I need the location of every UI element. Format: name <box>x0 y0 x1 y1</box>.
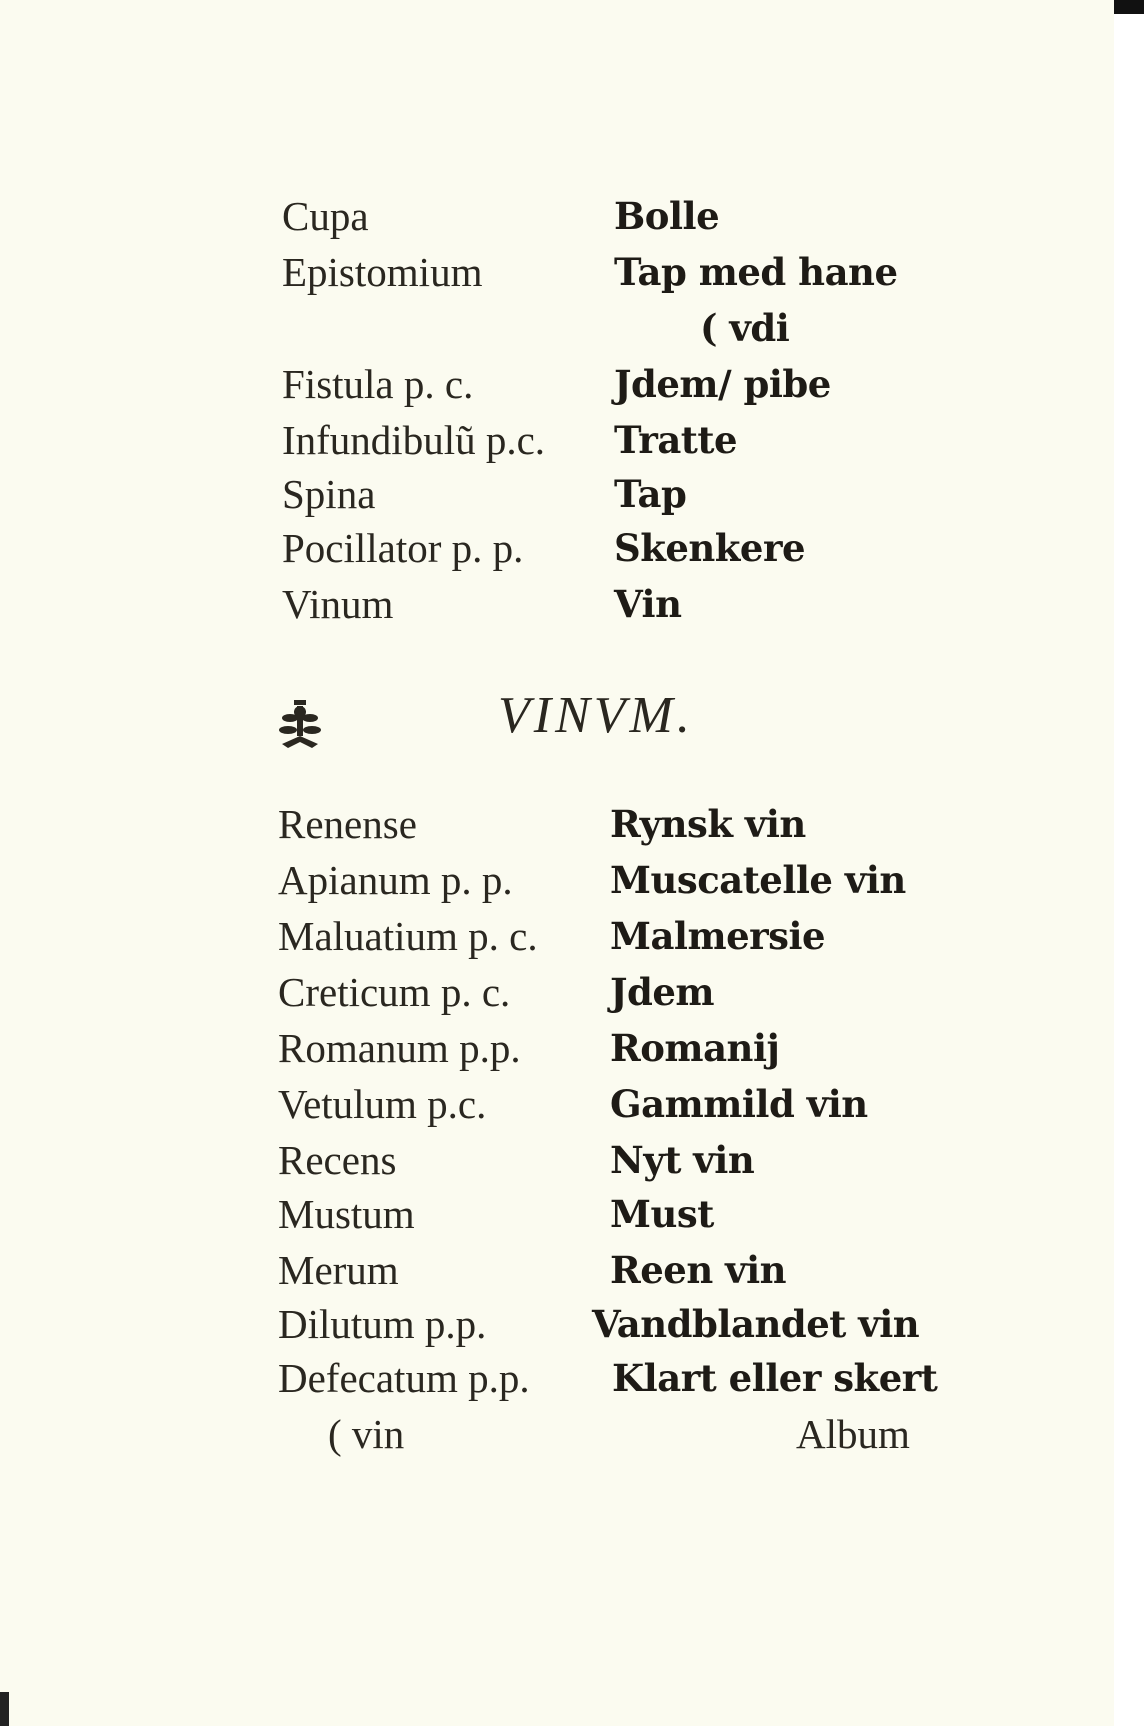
latin-term: Maluatium p. c. <box>278 913 538 959</box>
danish-term: Nyt vin <box>610 1138 755 1182</box>
danish-term: Tap <box>614 472 687 516</box>
latin-term: Mustum <box>278 1191 415 1237</box>
latin-term: Cupa <box>282 193 369 239</box>
danish-term: Vin <box>614 582 682 626</box>
latin-term: Vinum <box>282 581 394 627</box>
latin-term: Epistomium <box>282 249 483 295</box>
flower-ornament-icon <box>276 698 324 750</box>
catchword: Album <box>796 1411 910 1457</box>
danish-term: Gammild vin <box>610 1082 868 1126</box>
latin-term: Fistula p. c. <box>282 361 474 407</box>
danish-term: Reen vin <box>610 1248 787 1292</box>
danish-term: Tratte <box>614 418 738 462</box>
latin-term: Spina <box>282 471 376 517</box>
latin-term: Infundibulũ p.c. <box>282 417 546 463</box>
danish-term: Klart eller skert <box>612 1356 938 1400</box>
danish-term: Bolle <box>614 194 720 238</box>
danish-term: Jdem <box>610 970 715 1014</box>
latin-term: Defecatum p.p. <box>278 1355 530 1401</box>
danish-term: ( vdi <box>700 306 790 350</box>
danish-term: Vandblandet vin <box>592 1302 920 1346</box>
latin-term: Apianum p. p. <box>278 857 513 903</box>
latin-term: Romanum p.p. <box>278 1025 521 1071</box>
danish-term: Tap med hane <box>614 250 898 294</box>
danish-term: Rynsk vin <box>610 802 806 846</box>
latin-term: Dilutum p.p. <box>278 1301 487 1347</box>
latin-term: Merum <box>278 1247 399 1293</box>
latin-term: ( vin <box>328 1411 405 1457</box>
latin-term: Pocillator p. p. <box>282 525 524 571</box>
danish-term: Malmersie <box>610 914 826 958</box>
danish-term: Muscatelle vin <box>610 858 906 902</box>
latin-term: Recens <box>278 1137 397 1183</box>
latin-term: Vetulum p.c. <box>278 1081 487 1127</box>
latin-term: Creticum p. c. <box>278 969 511 1015</box>
scan-edge-mark <box>1114 0 1144 14</box>
danish-term: Skenkere <box>614 526 806 570</box>
section-heading: VINVM. <box>498 687 694 744</box>
danish-term: Must <box>610 1192 714 1236</box>
scan-edge-mark <box>0 1692 9 1726</box>
latin-term: Renense <box>278 801 417 847</box>
danish-term: Romanij <box>610 1026 780 1070</box>
danish-term: Jdem/ pibe <box>614 362 831 406</box>
